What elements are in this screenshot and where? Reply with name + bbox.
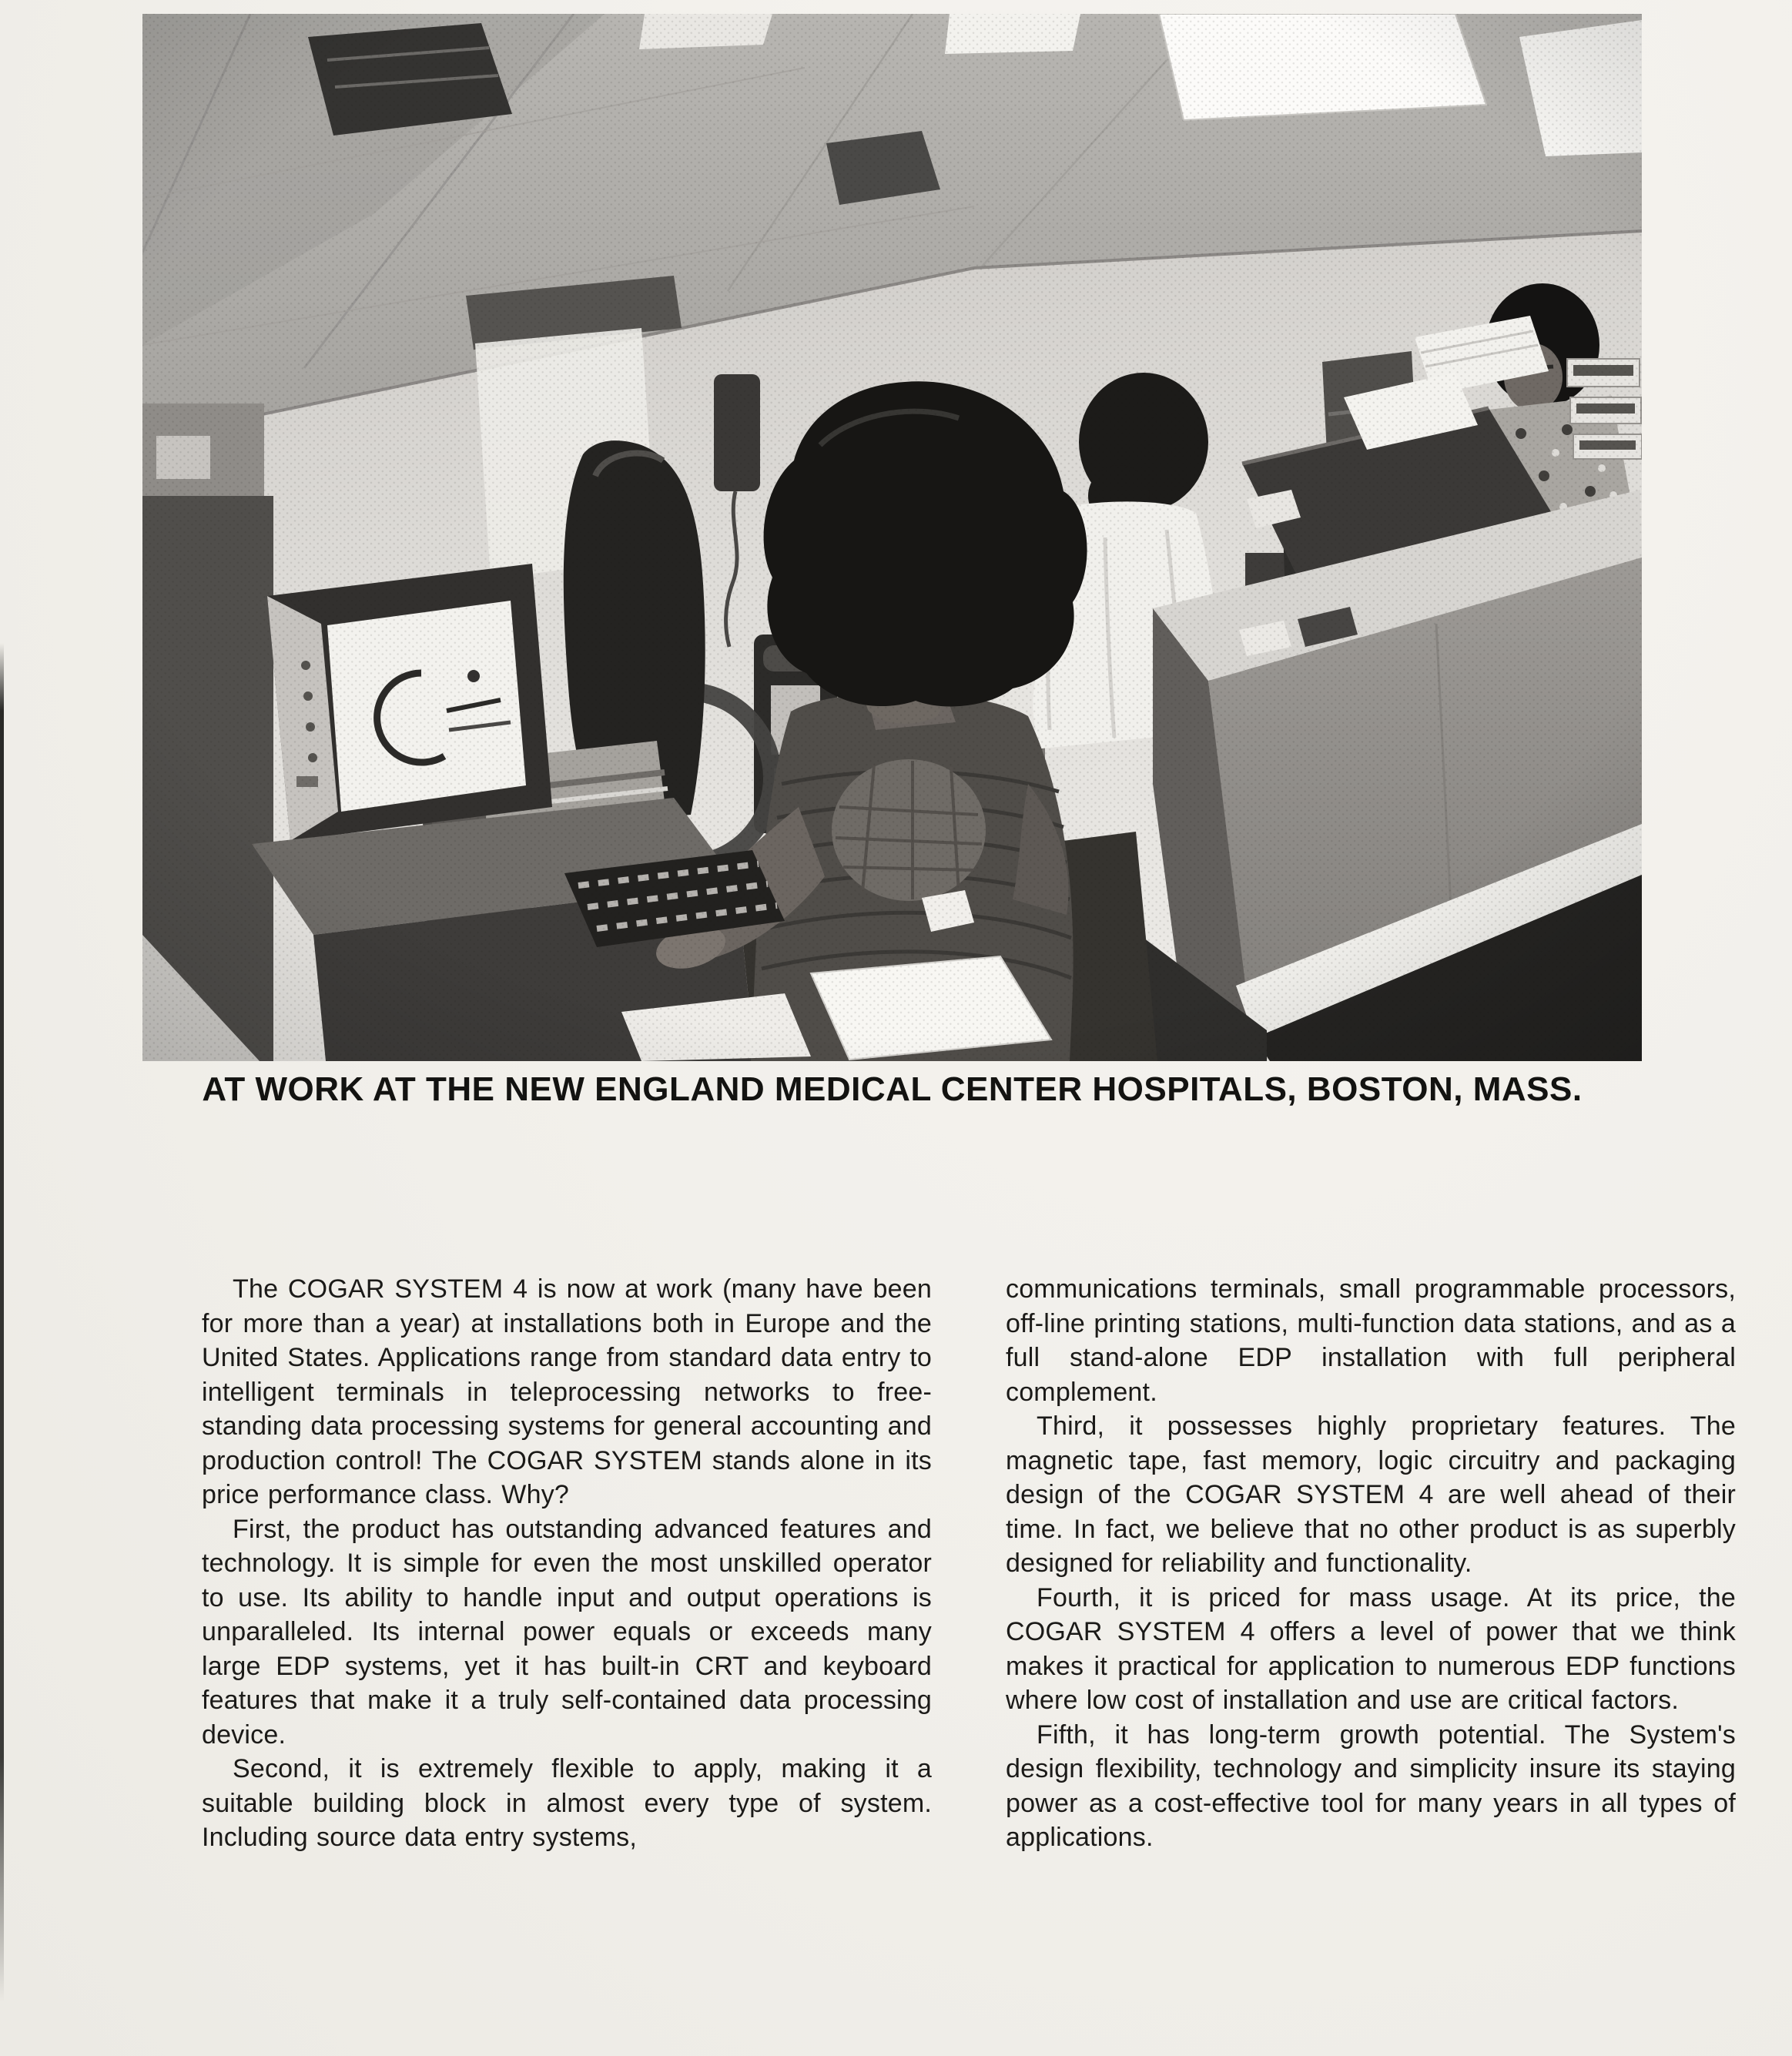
office-photo bbox=[142, 14, 1642, 1061]
paragraph: communications terminals, small programmable processors, off-line printing stations, multi-function data stations, and as a full stand-alone EDP installation with full peripheral complement. bbox=[1006, 1274, 1736, 1407]
office-photo-illustration bbox=[142, 14, 1642, 1061]
article-body bbox=[202, 1272, 1736, 1855]
paragraph: First, the product has outstanding advanced features and technology. It is simple for even the most unskilled operator to use. Its ability to handle input and output operations is unparalleled. Its internal power equals or exceeds many large EDP systems, yet it has built-in CRT and keyboard features that make it a truly self-contained data processing device. bbox=[202, 1514, 932, 1750]
paragraph: The COGAR SYSTEM 4 is now at work (many have been for more than a year) at installations both in Europe and the United States. Applications range from standard data entry to intelligent terminals in teleprocessing networks to free-standing data processing systems for general accounting and production control! The COGAR SYSTEM stands alone in its price performance class. Why? bbox=[202, 1274, 932, 1509]
photo-caption: AT WORK AT THE NEW ENGLAND MEDICAL CENTER HOSPITALS, BOSTON, MASS. bbox=[202, 1070, 1583, 1108]
article-column-left bbox=[202, 1272, 932, 1855]
vignette-overlay bbox=[142, 14, 1642, 1061]
article-column-right bbox=[1006, 1272, 1736, 1855]
paragraph: Second, it is extremely flexible to apply, making it a suitable building block in almost every type of system. Including source data entry systems, bbox=[202, 1754, 932, 1852]
paragraph: Third, it possesses highly proprietary features. The magnetic tape, fast memory, logic circuitry and packaging design of the COGAR SYSTEM 4 are well ahead of their time. In fact, we believe that no other product is as superbly designed for reliability and functionality. bbox=[1006, 1411, 1736, 1578]
paragraph: Fourth, it is priced for mass usage. At its price, the COGAR SYSTEM 4 offers a level of power that we think makes it practical for application to numerous EDP functions where low cost of installation and use are critical factors. bbox=[1006, 1582, 1736, 1715]
paragraph: Fifth, it has long-term growth potential. The System's design flexibility, technology and simplicity insure its staying power as a cost-effective tool for many years in all types of applications. bbox=[1006, 1719, 1736, 1852]
scan-edge-shadow bbox=[0, 643, 4, 2002]
